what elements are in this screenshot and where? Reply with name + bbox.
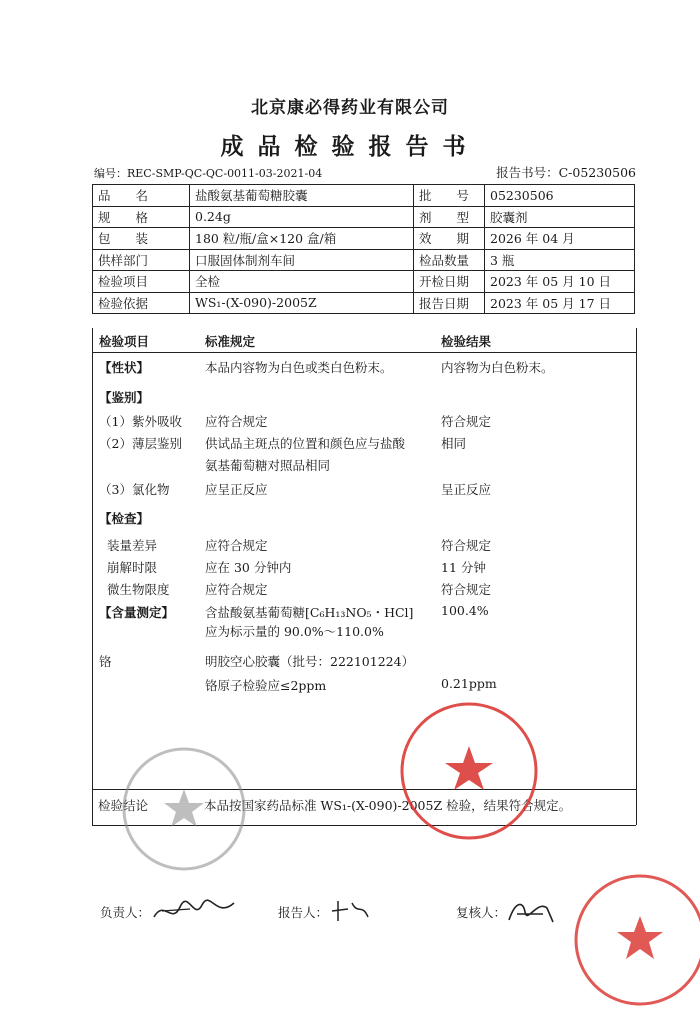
reviewer-signature [503, 894, 559, 928]
chloride-result: 呈正反应 [441, 482, 492, 497]
chloride-standard: 应呈正反应 [205, 482, 268, 497]
assay-standard-line2: 应为标示量的 90.0%～110.0% [205, 624, 384, 639]
disintegration-standard: 应在 30 分钟内 [205, 560, 292, 575]
info-row [93, 292, 635, 314]
form-label: 剂 型 [414, 206, 485, 228]
uv-result: 符合规定 [441, 414, 492, 429]
tlc-standard-line2: 氨基葡萄糖对照品相同 [205, 458, 331, 473]
chromium-result: 0.21ppm [441, 676, 497, 691]
item-value: 全检 [190, 271, 414, 293]
report-date-label: 报告日期 [414, 292, 485, 314]
supplier-label: 供样部门 [93, 249, 190, 271]
supplier-value: 口服固体制剂车间 [190, 249, 414, 271]
expiry-value: 2026 年 04 月 [485, 228, 635, 250]
spec-value: 0.24g [190, 206, 414, 228]
chromium-standard: 铬原子检验应≤2ppm [205, 678, 327, 693]
uv-standard: 应符合规定 [205, 414, 268, 429]
capsule-note: 明胶空心胶囊（批号：222101224） [205, 654, 415, 669]
tlc-name: （2）薄层鉴别 [99, 436, 182, 451]
reporter-label: 报告人： [278, 905, 329, 920]
info-row [93, 271, 635, 293]
column-item-header: 检验项目 [99, 334, 150, 349]
tlc-standard-line1: 供试品主斑点的位置和颜色应与盐酸 [205, 436, 406, 451]
reporter-signature [328, 897, 374, 925]
company-name: 北京康必得药业有限公司 [251, 98, 449, 118]
basis-value: WS₁-(X-090)-2005Z [190, 292, 414, 314]
conclusion-label: 检验结论 [98, 798, 149, 813]
qc-gray-stamp [120, 745, 248, 873]
product-label: 品 名 [93, 185, 190, 207]
package-value: 180 粒/瓶/盒×120 盒/箱 [190, 228, 414, 250]
spec-label: 规 格 [93, 206, 190, 228]
weight-name: 装量差异 [107, 538, 158, 553]
start-date-label: 开检日期 [414, 271, 485, 293]
expiry-label: 效 期 [414, 228, 485, 250]
chromium-name: 铬 [99, 654, 112, 669]
qc-red-stamp [398, 700, 540, 842]
uv-name: （1）紫外吸收 [99, 414, 182, 429]
assay-standard-line1: 含盐酸氨基葡萄糖[C₆H₁₃NO₅・HCl] [205, 605, 414, 620]
item-label: 检验项目 [93, 271, 190, 293]
qty-value: 3 瓶 [485, 249, 635, 271]
microbe-standard: 应符合规定 [205, 582, 268, 597]
microbe-result: 符合规定 [441, 582, 492, 597]
supplier-red-stamp [570, 870, 700, 1010]
identification-title: 【鉴别】 [99, 390, 150, 405]
qty-label: 检品数量 [414, 249, 485, 271]
inspection-title: 【检查】 [99, 511, 150, 526]
info-row [93, 228, 635, 250]
character-title: 【性状】 [99, 360, 150, 375]
product-value: 盐酸氨基葡萄糖胶囊 [190, 185, 414, 207]
character-standard: 本品内容物为白色或类白色粉末。 [205, 360, 393, 375]
start-date-value: 2023 年 05 月 10 日 [485, 271, 635, 293]
info-row [93, 249, 635, 271]
disintegration-name: 崩解时限 [107, 560, 158, 575]
document-number: 编号：REC-SMP-QC-QC-0011-03-2021-04 [94, 167, 323, 180]
batch-label: 批 号 [414, 185, 485, 207]
assay-title: 【含量测定】 [99, 605, 175, 620]
responsible-label: 负责人： [100, 905, 151, 920]
product-info-table [92, 184, 635, 314]
report-title: 成品检验报告书 [220, 133, 480, 160]
disintegration-result: 11 分钟 [441, 560, 486, 575]
report-number: 报告书号：C-05230506 [496, 165, 636, 180]
basis-label: 检验依据 [93, 292, 190, 314]
assay-result: 100.4% [441, 603, 489, 618]
weight-result: 符合规定 [441, 538, 492, 553]
info-row [93, 206, 635, 228]
character-result: 内容物为白色粉末。 [441, 360, 554, 375]
weight-standard: 应符合规定 [205, 538, 268, 553]
conclusion-text: 本品按国家药品标准 WS₁-(X-090)-2005Z 检验，结果符合规定。 [204, 798, 572, 813]
microbe-name: 微生物限度 [107, 582, 170, 597]
header-divider [92, 352, 636, 353]
report-date-value: 2023 年 05 月 17 日 [485, 292, 635, 314]
form-value: 胶囊剂 [485, 206, 635, 228]
column-standard-header: 标准规定 [205, 334, 256, 349]
column-result-header: 检验结果 [441, 334, 492, 349]
batch-value: 05230506 [485, 185, 635, 207]
info-row [93, 185, 635, 207]
package-label: 包 装 [93, 228, 190, 250]
chloride-name: （3）氯化物 [99, 482, 170, 497]
tlc-result: 相同 [441, 436, 467, 451]
responsible-signature [150, 895, 240, 927]
reviewer-label: 复核人： [456, 905, 507, 920]
